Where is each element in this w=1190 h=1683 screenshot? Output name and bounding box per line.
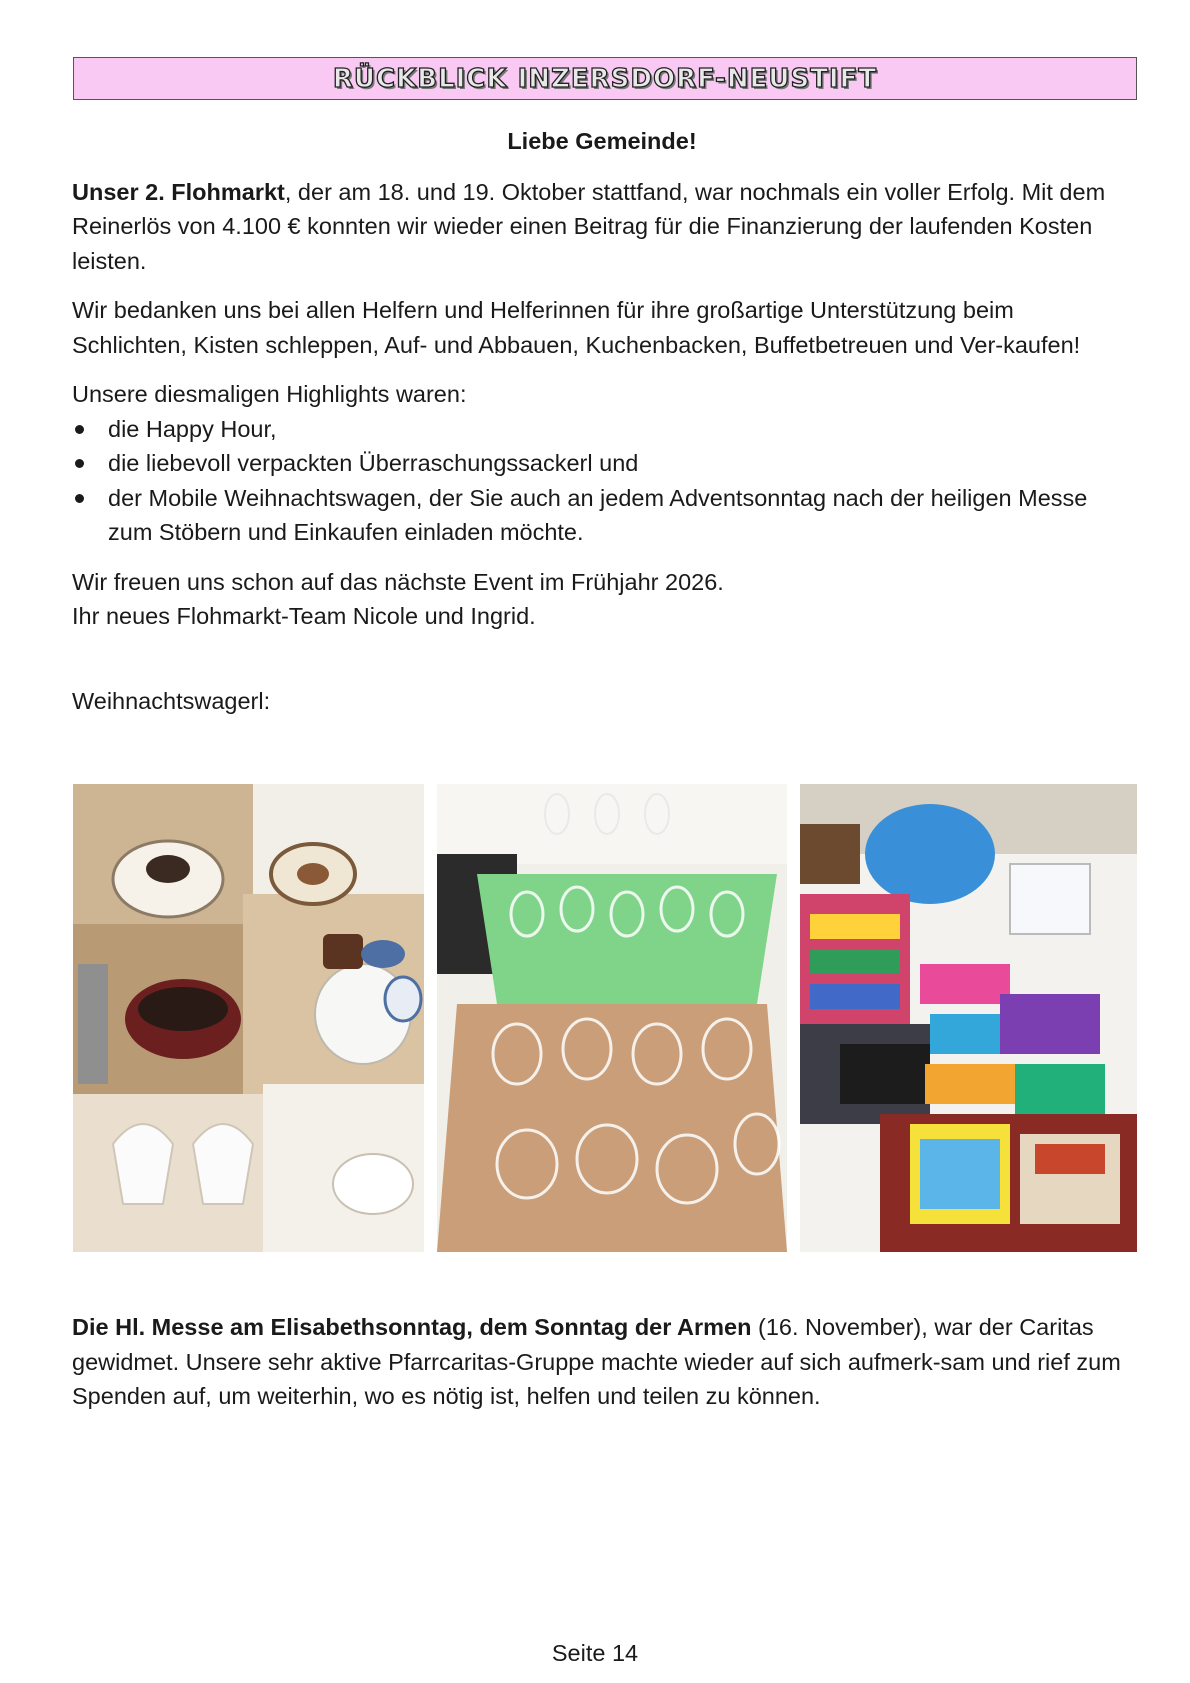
- photo-games: [800, 784, 1137, 1252]
- list-item: der Mobile Weihnachtswagen, der Sie auch an jedem Adventsonntag nach der heiligen Messe zum Stöbern und Einkaufen einladen möchte.: [72, 481, 1132, 550]
- section-title: RÜCKBLICK INZERSDORF-NEUSTIFT: [332, 63, 878, 94]
- page-number: Seite 14: [551, 1640, 639, 1666]
- messe-text: (16. November), war der Caritas gewidmet. Unsere sehr aktive Pfarrcaritas-Gruppe machte wieder auf sich aufmerk-sam und rief zum Spenden auf, um weiterhin, wo es nötig ist, helfen und teilen zu können.: [72, 1314, 1121, 1409]
- thanks-paragraph: Wir bedanken uns bei allen Helfern und Helferinnen für ihre großartige Unterstützung beim Schlichten, Kisten schleppen, Auf- und Abbauen, Kuchenbacken, Buffetbetreuen und Ver-kaufen!: [72, 297, 1081, 358]
- flohmarkt-lead: Unser 2. Flohmarkt: [72, 178, 285, 205]
- photo-crockery: [73, 784, 424, 1252]
- messe-paragraph: [72, 1310, 1132, 1414]
- list-item: die Happy Hour,: [72, 412, 1132, 447]
- list-item: die liebevoll verpackten Überraschungssackerl und: [72, 446, 1132, 481]
- highlights-list: [72, 412, 1132, 550]
- messe-lead: Die Hl. Messe am Elisabethsonntag, dem Sonntag der Armen: [72, 1314, 752, 1340]
- closing-line-2: Ihr neues Flohmarkt-Team Nicole und Ingrid.: [72, 603, 536, 629]
- photo-glassware: [437, 784, 787, 1252]
- flohmarkt-text: , der am 18. und 19. Oktober stattfand, war nochmals ein voller Erfolg. Mit dem Reinerlös von 4.100 € konnten wir wieder einen Beitrag für die Finanzierung der laufenden Kosten leisten.: [72, 178, 1106, 274]
- flohmarkt-paragraph: [72, 175, 1132, 279]
- greeting: Liebe Gemeinde!: [507, 128, 697, 154]
- photo-gallery: [73, 784, 1137, 1252]
- closing-line-1: Wir freuen uns schon auf das nächste Event im Frühjahr 2026.: [72, 568, 724, 595]
- main-content: [72, 124, 1132, 718]
- section-banner: [73, 57, 1137, 100]
- highlights-intro: Unsere diesmaligen Highlights waren:: [72, 381, 467, 407]
- photo-caption: Weihnachtswagerl:: [72, 687, 271, 714]
